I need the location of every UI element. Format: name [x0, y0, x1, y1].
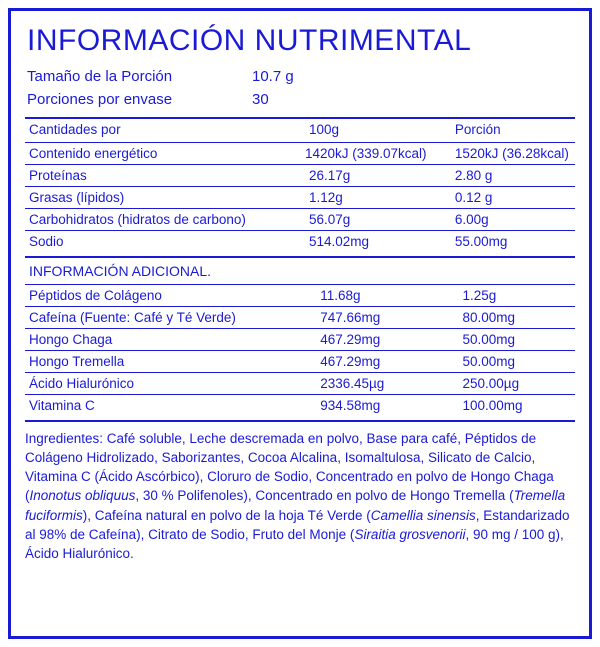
serving-info: [27, 65, 575, 112]
row-value-100g: 514.02mg: [308, 234, 370, 249]
row-value-100g: 467.29mg: [316, 329, 458, 351]
table-row: [25, 187, 575, 209]
table-row: [25, 307, 575, 329]
table-row: [25, 351, 575, 373]
header-amounts-per: Cantidades por: [25, 119, 305, 143]
row-value-portion: 50.00mg: [459, 351, 575, 373]
row-name: Péptidos de Colágeno: [25, 285, 316, 307]
ingredients-part-4: , Estandarizado al 98% de Cafeína), Citrato de Sodio, Fruto del Monje (: [25, 507, 570, 542]
row-name: Hongo Tremella: [25, 351, 316, 373]
ingredients-part-3: ), Cafeína natural en polvo de la hoja Té Verde (: [82, 507, 371, 523]
ingredients-italic-2: Tremella fuciformis: [25, 488, 566, 523]
row-value-portion: 0.12 g: [451, 187, 575, 209]
row-name: Carbohidratos (hidratos de carbono): [25, 209, 305, 231]
table-row: [25, 329, 575, 351]
ingredients-italic-4: Siraitia grosvenorii: [354, 526, 466, 542]
row-value-portion: 80.00mg: [459, 307, 575, 329]
row-name: Hongo Chaga: [25, 329, 316, 351]
row-value-100g: 56.07g: [305, 209, 451, 231]
row-value-portion: 250.00µg: [459, 373, 575, 395]
table-header-row: [25, 119, 575, 143]
row-name: Vitamina C: [29, 398, 95, 413]
row-name: Grasas (lípidos): [25, 187, 305, 209]
table-row: [25, 143, 575, 165]
row-value-100g: 747.66mg: [316, 307, 458, 329]
row-value-portion: 1520kJ (36.28kcal): [451, 143, 575, 165]
ingredients-italic-3: Camellia sinensis: [370, 507, 476, 523]
row-value-portion: 55.00mg: [454, 234, 508, 249]
servings-per-container-value: 30: [252, 90, 269, 108]
serving-size-value: 10.7 g: [252, 67, 294, 85]
row-value-portion: 100.00mg: [462, 398, 523, 413]
ingredients-part-1: Ingredientes: Café soluble, Leche descremada en polvo, Base para café, Péptidos de Colágeno Hidrolizado, Saborizantes, Cocoa Alcalina, Isomaltulosa, Silicato de Calcio, Vitamina C (Ácido Ascórbico), Cloruro de Sodio, Concentrado en polvo de Hongo Chaga (: [25, 431, 554, 504]
row-value-100g: 11.68g: [316, 285, 458, 307]
serving-size-label: Tamaño de la Porción: [27, 67, 173, 85]
additional-info-table: [25, 258, 575, 416]
row-name: Contenido energético: [25, 143, 305, 165]
table-row: [25, 209, 575, 231]
row-name: Ácido Hialurónico: [25, 373, 316, 395]
table-row: [25, 373, 575, 395]
ingredients-paragraph: [25, 429, 575, 563]
nutrition-table: [25, 119, 575, 252]
nutrition-facts-panel: [8, 8, 592, 639]
header-portion: Porción: [451, 119, 575, 143]
row-value-100g: 1420kJ (339.07kcal): [305, 143, 451, 165]
ingredients-part-5: , 90 mg / 100 g), Ácido Hialurónico.: [25, 526, 564, 561]
table-row: [25, 395, 575, 417]
row-value-portion: 2.80 g: [451, 165, 575, 187]
additional-section-header: [25, 258, 575, 285]
ingredients-part-2: , 30 % Polifenoles), Concentrado en polvo de Hongo Tremella (: [135, 488, 514, 504]
row-value-100g: 2336.45µg: [316, 373, 458, 395]
row-value-100g: 1.12g: [305, 187, 451, 209]
table-row: [25, 285, 575, 307]
row-value-100g: 934.58mg: [320, 398, 381, 413]
row-name: Sodio: [29, 234, 64, 249]
table-row: [25, 165, 575, 187]
servings-per-container-label: Porciones por envase: [27, 90, 173, 108]
servings-per-container-row: [27, 88, 575, 111]
row-value-portion: 1.25g: [459, 285, 575, 307]
ingredients-italic-1: Inonotus obliquus: [29, 488, 136, 504]
page-title: INFORMACIÓN NUTRIMENTAL: [27, 24, 472, 57]
additional-section-title: INFORMACIÓN ADICIONAL.: [25, 258, 575, 285]
row-value-portion: 6.00g: [451, 209, 575, 231]
row-value-100g: 467.29mg: [316, 351, 458, 373]
row-value-100g: 26.17g: [305, 165, 451, 187]
table-row: [25, 231, 575, 253]
row-value-portion: 50.00mg: [459, 329, 575, 351]
serving-size-row: [27, 65, 575, 88]
divider-ingredients-top: [25, 420, 575, 422]
header-100g: 100g: [305, 119, 451, 143]
row-name: Proteínas: [25, 165, 305, 187]
row-name: Cafeína (Fuente: Café y Té Verde): [25, 307, 316, 329]
